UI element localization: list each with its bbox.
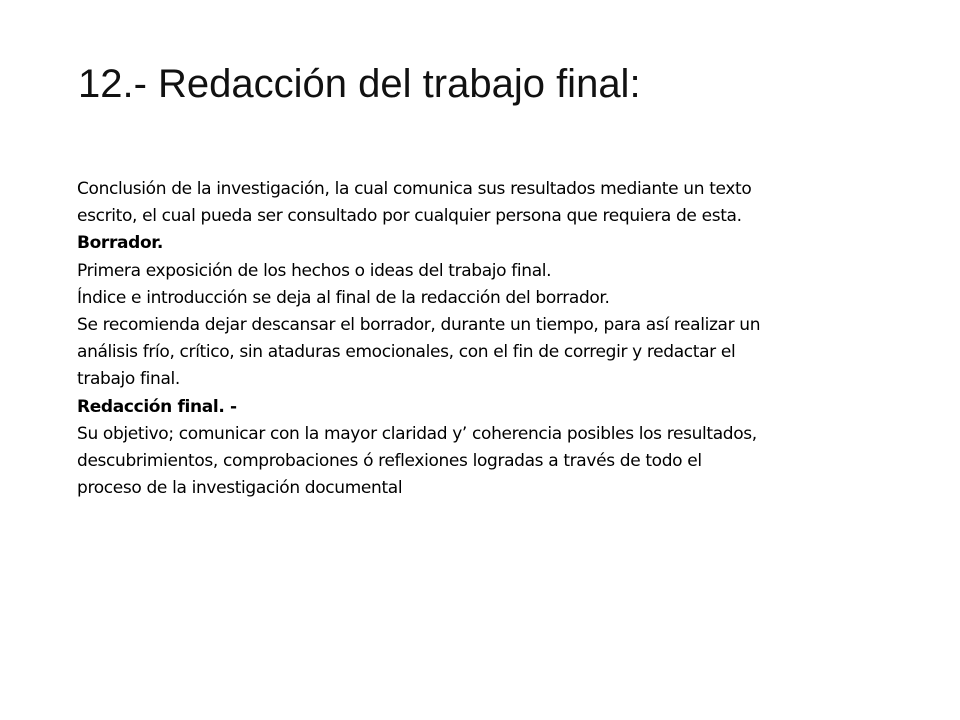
body-line: trabajo final. [77,369,180,390]
section-heading-redaccion-final: Redacción final. - [77,396,237,417]
body-line: proceso de la investigación documental [77,478,403,499]
body-line: Primera exposición de los hechos o ideas del trabajo final. [77,260,552,281]
body-line: descubrimientos, comprobaciones ó reflexiones logradas a través de todo el [77,451,702,472]
body-line: Se recomienda dejar descansar el borrador, durante un tiempo, para así realizar un [77,315,761,336]
slide-title: 12.- Redacción del trabajo final: [78,62,641,106]
body-line: escrito, el cual pueda ser consultado por cualquier persona que requiera de esta. [77,206,742,227]
slide-body [77,176,897,502]
section-heading-borrador: Borrador. [77,233,163,254]
body-line: Índice e introducción se deja al final de la redacción del borrador. [77,287,610,308]
body-line: análisis frío, crítico, sin ataduras emocionales, con el fin de corregir y redactar el [77,342,736,363]
body-line: Conclusión de la investigación, la cual comunica sus resultados mediante un texto [77,179,752,199]
body-line: Su objetivo; comunicar con la mayor claridad y’ coherencia posibles los resultados, [77,423,757,444]
